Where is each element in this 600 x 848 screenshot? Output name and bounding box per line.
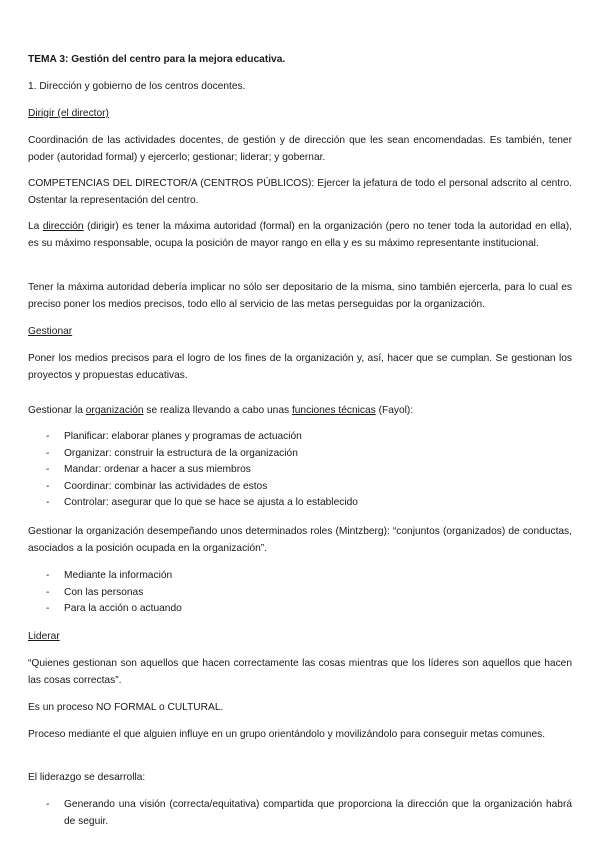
dirigir-paragraph-1: Coordinación de las actividades docentes, de gestión y de dirección que les sean encomendadas. Es también, tener poder (autoridad formal) y ejercerlo; gestionar; liderar; y gobernar. (28, 135, 572, 163)
term-direccion: dirección (42, 221, 84, 232)
section-heading-direccion: 1. Dirección y gobierno de los centros docentes. (28, 81, 246, 92)
liderazgo-list (28, 797, 572, 830)
dirigir-paragraph-3 (28, 219, 572, 252)
list-item: - Con las personas (28, 585, 572, 602)
subheading-gestionar: Gestionar (28, 326, 73, 337)
list-item: - Mediante la información (28, 568, 572, 585)
text-run: La (28, 221, 43, 232)
liderar-paragraph-2: Es un proceso NO FORMAL o CULTURAL. (28, 702, 224, 713)
term-organizacion: organización (85, 405, 144, 416)
list-item: - Para la acción o actuando (28, 601, 572, 618)
list-item: - Generando una visión (correcta/equitativa) compartida que proporciona la dirección que la organización habrá de seguir. (28, 797, 572, 830)
gestionar-paragraph-3: Gestionar la organización desempeñando unos determinados roles (Mintzberg): “conjuntos (organizados) de conductas, asociados a la posición ocupada en la organización”. (28, 526, 572, 554)
list-item: - Planificar: elaborar planes y programas de actuación (28, 429, 572, 446)
subheading-liderar: Liderar (28, 631, 60, 642)
dirigir-paragraph-2: COMPETENCIAS DEL DIRECTOR/A (CENTROS PÚBLICOS): Ejercer la jefatura de todo el personal adscrito al centro. Ostentar la representación del centro. (28, 178, 572, 206)
text-run: se realiza llevando a cabo unas (143, 405, 292, 416)
list-item: - Controlar: asegurar que lo que se hace se ajusta a lo establecido (28, 495, 572, 512)
liderar-paragraph-4: El liderazgo se desarrolla: (28, 772, 146, 783)
text-run: (Fayol): (375, 405, 414, 416)
list-item: - Coordinar: combinar las actividades de estos (28, 479, 572, 496)
liderar-paragraph-1: “Quienes gestionan son aquellos que hacen correctamente las cosas mientras que los líderes son aquellos que hacen las cosas correctas”. (28, 658, 572, 686)
text-run: Gestionar la (28, 405, 86, 416)
dirigir-paragraph-4: Tener la máxima autoridad debería implicar no sólo ser depositario de la misma, sino también ejercerla, para lo cual es preciso poner los medios precisos, todo ello al servicio de las metas perseguidas por la organización. (28, 282, 572, 310)
text-run: (dirigir) es tener la máxima autoridad (formal) en la organización (pero no tener toda la autoridad en ella), es su máximo responsable, ocupa la posición de mayor rango en ella y es su máximo representante institucional. (28, 221, 572, 249)
list-item: - Organizar: construir la estructura de la organización (28, 446, 572, 463)
document-title: TEMA 3: Gestión del centro para la mejora educativa. (28, 54, 286, 65)
liderar-paragraph-3: Proceso mediante el que alguien influye en un grupo orientándolo y movilizándolo para conseguir metas comunes. (28, 729, 546, 740)
list-item: - Mandar: ordenar a hacer a sus miembros (28, 462, 572, 479)
gestionar-paragraph-1: Poner los medios precisos para el logro de los fines de la organización y, así, hacer que se cumplan. Se gestionan los proyectos y propuestas educativas. (28, 353, 572, 381)
term-funciones-tecnicas: funciones técnicas (291, 405, 376, 416)
funciones-list (28, 429, 572, 512)
roles-list (28, 568, 572, 618)
gestionar-paragraph-2 (28, 403, 572, 420)
subheading-dirigir: Dirigir (el director) (28, 108, 109, 119)
